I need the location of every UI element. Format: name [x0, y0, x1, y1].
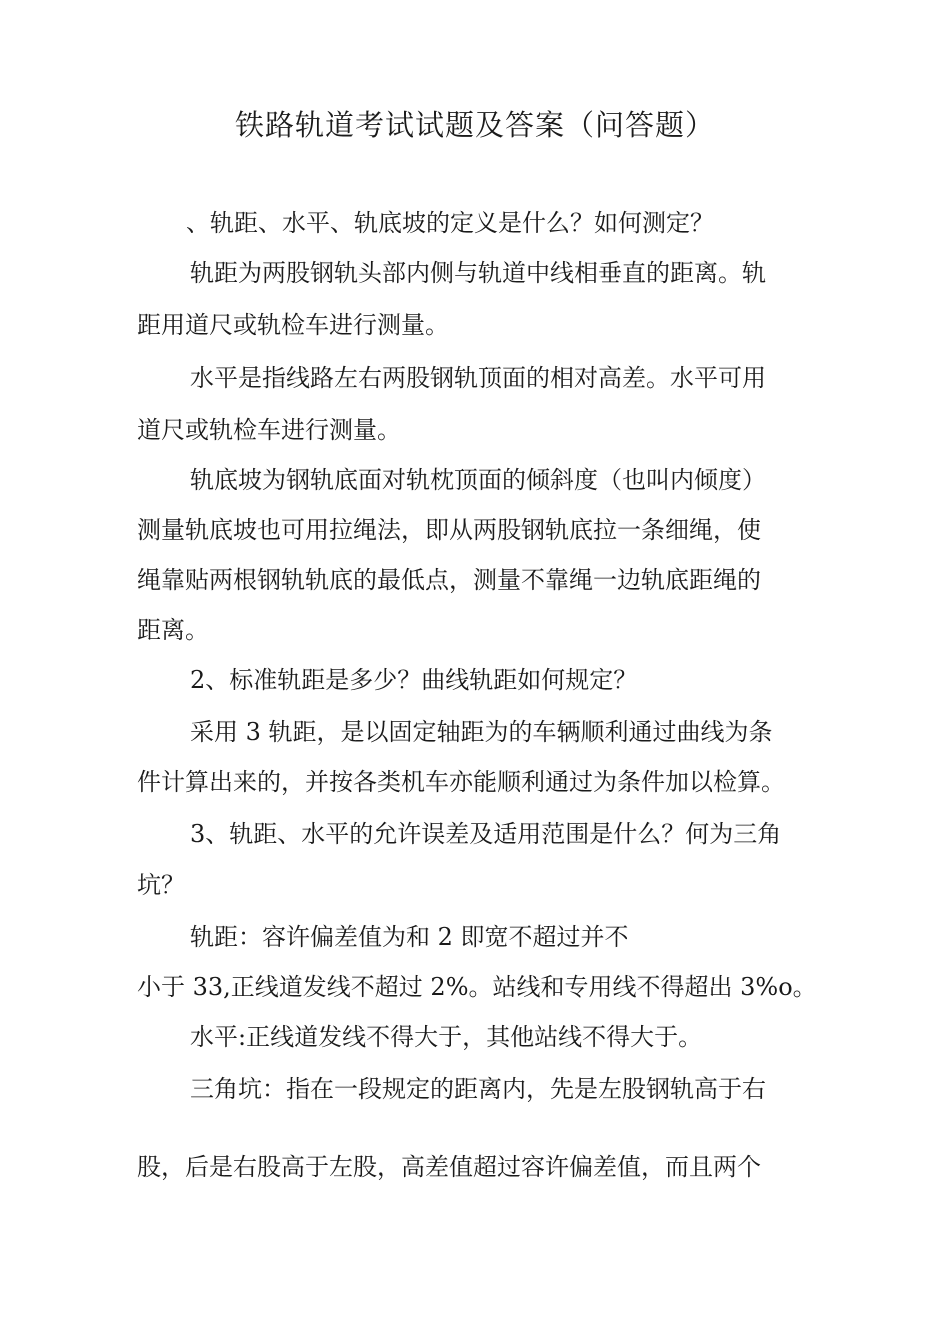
- paragraph-line: 小于 33,正线道发线不超过 2%。站线和专用线不得超出 3%o。: [137, 973, 817, 1001]
- paragraph-line: 坑？: [137, 871, 185, 899]
- paragraph-line: 件计算出来的，并按各类机车亦能顺利通过为条件加以检算。: [137, 768, 785, 796]
- paragraph-line: 轨距为两股钢轨头部内侧与轨道中线相垂直的距离。轨: [190, 259, 766, 287]
- paragraph-line: 三角坑：指在一段规定的距离内，先是左股钢轨高于右: [190, 1075, 766, 1103]
- paragraph-line: 轨底坡为钢轨底面对轨枕顶面的倾斜度（也叫内倾度）: [190, 466, 766, 494]
- question-2: 2、标准轨距是多少？曲线轨距如何规定？: [190, 666, 638, 694]
- paragraph-line: 道尺或轨检车进行测量。: [137, 416, 401, 444]
- question-1: 、轨距、水平、轨底坡的定义是什么？如何测定？: [186, 209, 714, 237]
- paragraph-line: 测量轨底坡也可用拉绳法，即从两股钢轨底拉一条细绳，使: [137, 516, 761, 544]
- document-title: 铁路轨道考试试题及答案（问答题）: [234, 108, 715, 142]
- question-3: 3、轨距、水平的允许误差及适用范围是什么？何为三角: [190, 820, 782, 848]
- paragraph-line: 股，后是右股高于左股，高差值超过容许偏差值，而且两个: [137, 1153, 761, 1181]
- paragraph-line: 采用 3 轨距，是以固定轴距为的车辆顺利通过曲线为条: [190, 718, 773, 746]
- paragraph-line: 水平是指线路左右两股钢轨顶面的相对高差。水平可用: [190, 364, 766, 392]
- paragraph-line: 轨距：容许偏差值为和 2 即宽不超过并不: [190, 923, 629, 951]
- paragraph-line: 水平:正线道发线不得大于，其他站线不得大于。: [190, 1023, 703, 1051]
- paragraph-line: 绳靠贴两根钢轨轨底的最低点，测量不靠绳一边轨底距绳的: [137, 566, 761, 594]
- paragraph-line: 距用道尺或轨检车进行测量。: [137, 311, 449, 339]
- paragraph-line: 距离。: [137, 616, 209, 644]
